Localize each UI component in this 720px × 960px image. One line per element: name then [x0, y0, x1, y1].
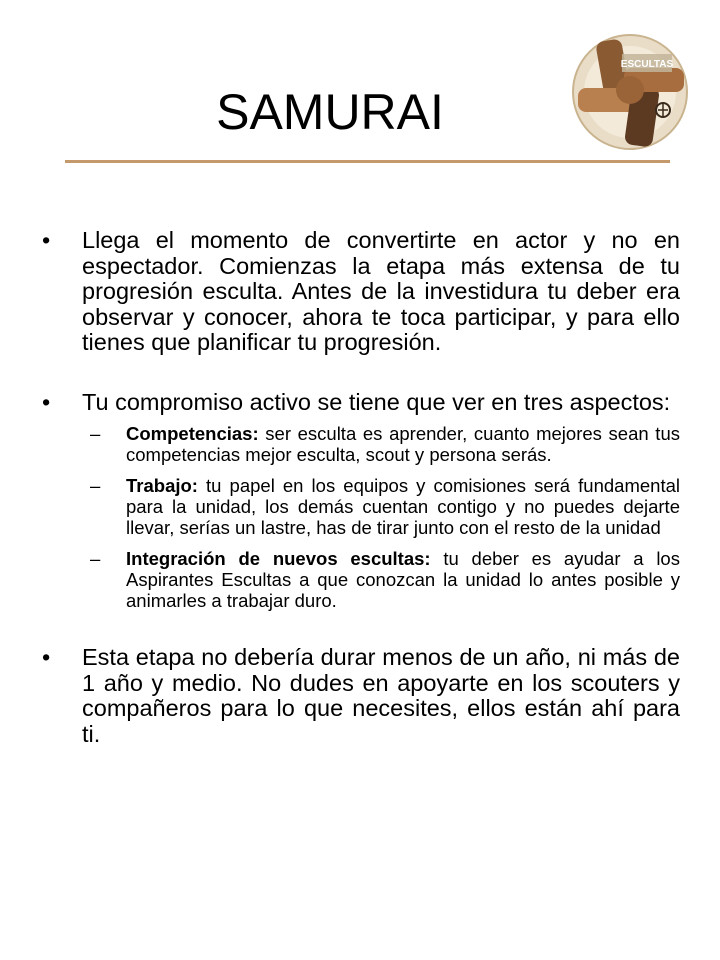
bullet-item	[30, 645, 680, 747]
bullet-icon: •	[42, 644, 51, 670]
sub-bullet-label: Competencias:	[126, 423, 259, 444]
bullet-item	[30, 228, 680, 356]
bullet-icon: •	[42, 227, 51, 253]
slide-body	[30, 228, 680, 747]
dash-icon: –	[90, 475, 101, 496]
dash-icon: –	[90, 423, 101, 444]
slide-title: SAMURAI	[216, 84, 444, 140]
title-divider	[65, 160, 670, 163]
sub-bullet-text: ser esculta es aprender, cuanto mejores sean tus competencias mejor esculta, scout y persona serás.	[126, 423, 680, 465]
sub-bullet-text: tu papel en los equipos y comisiones será fundamental para la unidad, los demás cuentan contigo y no puedes dejarte llevar, serías un lastre, has de tirar junto con el resto de la unidad	[126, 475, 680, 538]
sub-bullet-label: Trabajo:	[126, 475, 198, 496]
bullet-text: Llega el momento de convertirte en actor y no en espectador. Comienzas la etapa más extensa de tu progresión esculta. Antes de la investidura tu deber era observar y conocer, ahora te toca participar, y para ello tienes que planificar tu progresión.	[82, 227, 680, 355]
bullet-icon: •	[42, 388, 51, 415]
logo-text: ESCULTAS	[620, 59, 674, 70]
sub-bullet-item	[30, 423, 680, 465]
sub-bullet-text: tu deber es ayudar a los Aspirantes Escultas a que conozcan la unidad lo antes posible y animarles a trabajar duro.	[126, 548, 680, 611]
sub-bullet-item	[30, 475, 680, 538]
sub-bullet-item	[30, 548, 680, 611]
bullet-text: Esta etapa no debería durar menos de un año, ni más de 1 año y medio. No dudes en apoyarte en los scouters y compañeros para lo que necesites, ellos están ahí para ti.	[82, 644, 680, 747]
escultas-logo	[570, 32, 690, 152]
bullet-text: Tu compromiso activo se tiene que ver en tres aspectos:	[82, 388, 671, 415]
sub-bullet-list	[30, 423, 680, 611]
sub-bullet-label: Integración de nuevos escultas:	[126, 548, 431, 569]
bullet-item	[30, 390, 680, 416]
dash-icon: –	[90, 548, 101, 569]
